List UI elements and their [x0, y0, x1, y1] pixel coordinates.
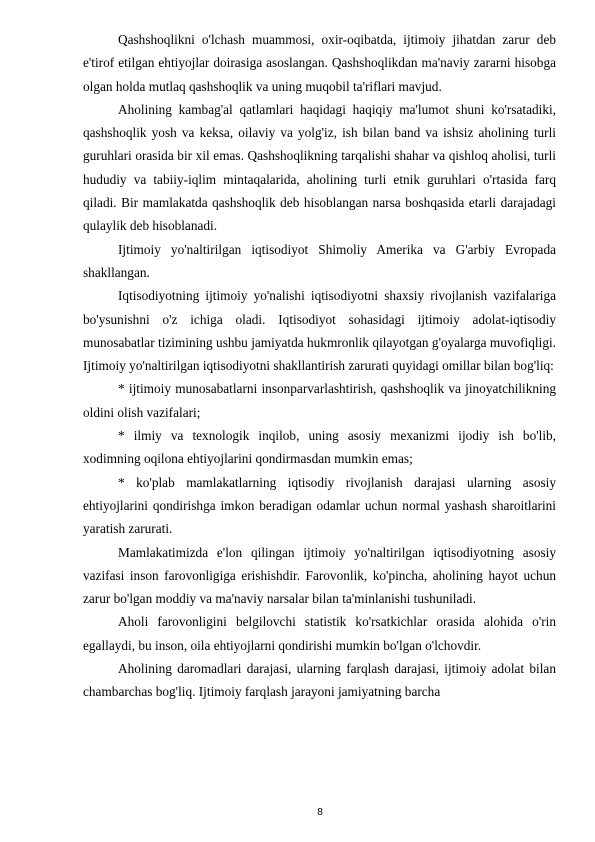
paragraph: Mamlakatimizda e'lon qilingan ijtimoiy yo'naltirilgan iqtisodiyotning asosiy vazifasi inson farovonligiga erishishdir. Farovonlik, ko'pincha, aholining hayot uchun zarur bo'lgan moddiy va ma'naviy narsalar bilan ta'minlanishi tushuniladi. — [83, 544, 556, 607]
paragraph: Aholi farovonligini belgilovchi statistik ko'rsatkichlar orasida alohida o'rin egallaydi, bu inson, oila ehtiyojlarni qondirishi mumkin bo'lgan o'lchovdir. — [83, 614, 556, 653]
document-body — [83, 28, 556, 704]
paragraph: Iqtisodiyotning ijtimoiy yo'nalishi iqtisodiyotni shaxsiy rivojlanish vazifalariga bo'ysunishni o'z ichiga oladi. Iqtisodiyot sohasidagi ijtimoiy adolat-iqtisodiy munosabatlar tizimining ushbu jamiyatda hukmronlik qilayotgan g'oyalarga muvofiqligi. Ijtimoiy yo'naltirilgan iqtisodiyotni shakllantirish zarurati quyidagi omillar bilan bog'liq: — [83, 288, 556, 374]
list-item: * ijtimoiy munosabatlarni insonparvarlashtirish, qashshoqlik va jinoyatchilikning oldini olish vazifalari; — [83, 381, 556, 420]
page-number: 8 — [317, 807, 323, 818]
paragraph: Ijtimoiy yo'naltirilgan iqtisodiyot Shimoliy Amerika va G'arbiy Evropada shakllangan. — [83, 241, 556, 280]
list-item: * ilmiy va texnologik inqilob, uning asosiy mexanizmi ijodiy ish bo'lib, xodimning oqilona ehtiyojlarini qondirmasdan mumkin emas; — [83, 428, 556, 467]
list-item: * ko'plab mamlakatlarning iqtisodiy rivojlanish darajasi ularning asosiy ehtiyojlarini qondirishga imkon beradigan odamlar uchun normal yashash sharoitlarini yaratish zarurati. — [83, 474, 556, 537]
paragraph: Aholining daromadlari darajasi, ularning farqlash darajasi, ijtimoiy adolat bilan chambarchas bog'liq. Ijtimoiy farqlash jarayoni jamiyatning barcha — [83, 661, 556, 700]
paragraph: Aholining kambag'al qatlamlari haqidagi haqiqiy ma'lumot shuni ko'rsatadiki, qashshoqlik yosh va keksa, oilaviy va yolg'iz, ish bilan band va ishsiz aholining turli guruhlari orasida bir xil emas. Qashshoqlikning tarqalishi shahar va qishloq aholisi, turli hududiy va tabiiy-iqlim mintaqalarida, aholining turli etnik guruhlari o'rtasida farq qiladi. Bir mamlakatda qashshoqlik deb hisoblangan narsa boshqasida etarli darajadagi qulaylik deb hisoblanadi. — [83, 101, 556, 234]
paragraph: Qashshoqlikni o'lchash muammosi, oxir-oqibatda, ijtimoiy jihatdan zarur deb e'tirof etilgan ehtiyojlar doirasiga asoslangan. Qashshoqlikdan ma'naviy zararni hisobga olgan holda mutlaq qashshoqlik va uning muqobil ta'riflari mavjud. — [83, 32, 556, 94]
